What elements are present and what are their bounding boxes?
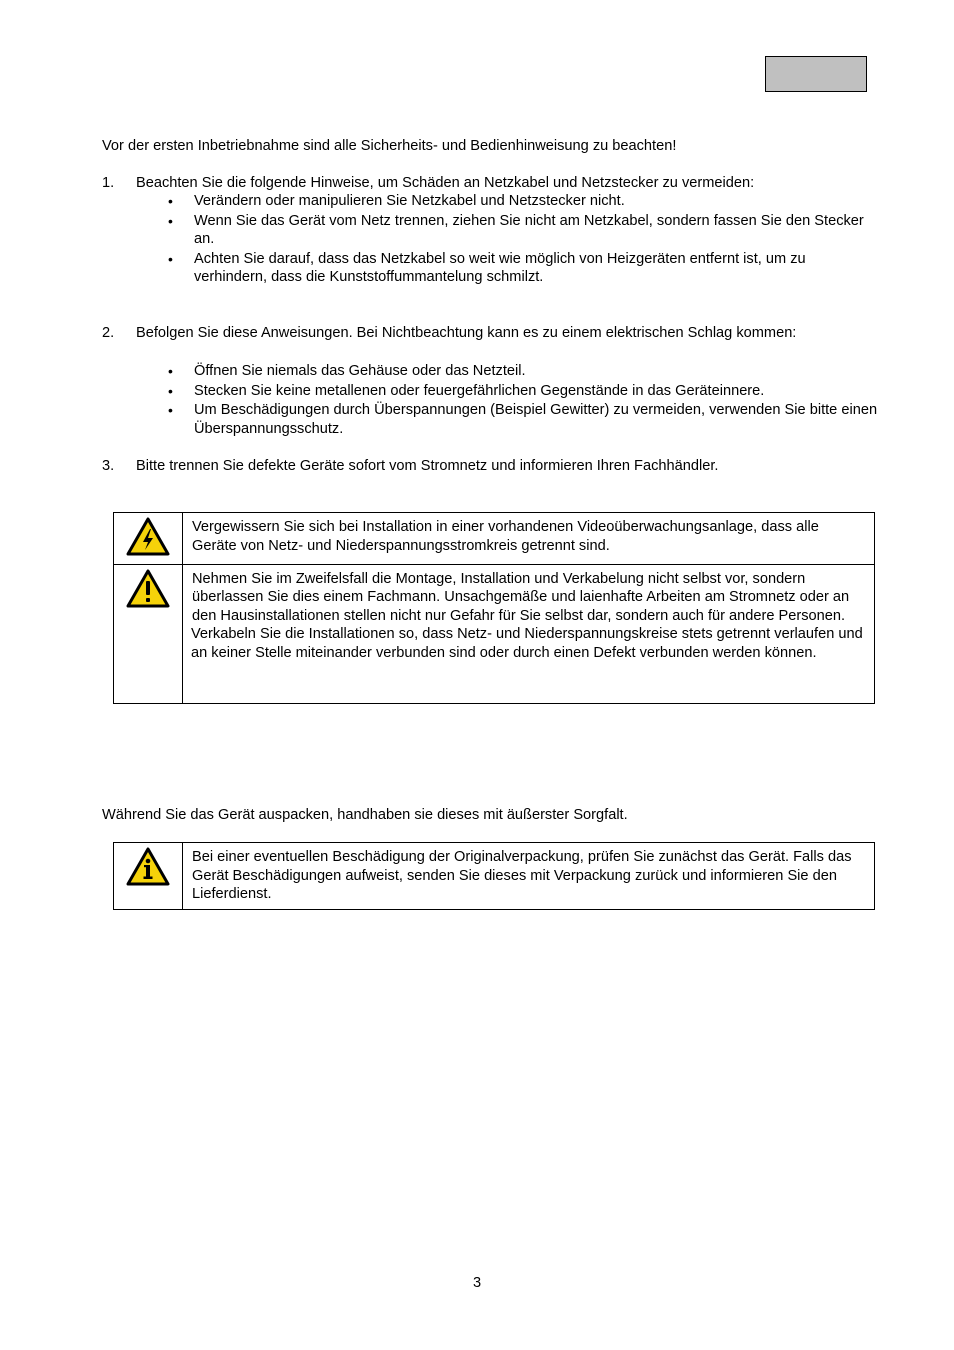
warning-icon-cell [114,564,183,703]
bullet-item: • Achten Sie darauf, dass das Netzkabel so weit wie möglich von Heizgeräten entfernt ist, um zu verhindern, dass die Kunststoffummantelung schmilzt. [168,250,878,287]
bullet-item: • Wenn Sie das Gerät vom Netz trennen, ziehen Sie nicht am Netzkabel, sondern fassen Sie den Stecker an. [168,212,878,249]
warning-row [114,513,875,565]
unpacking-text: Während Sie das Gerät auspacken, handhaben sie dieses mit äußerster Sorgfalt. [102,807,628,823]
bullet-item: • Verändern oder manipulieren Sie Netzkabel und Netzstecker nicht. [168,192,878,211]
info-row [114,843,875,910]
bullet-item: • Stecken Sie keine metallenen oder feuergefährlichen Gegenstände in das Geräteinnere. [168,382,878,401]
language-tag-box [765,56,867,92]
item-number: 2. [102,325,115,341]
intro-text: Vor der ersten Inbetriebnahme sind alle Sicherheits- und Bedienhinweisung zu beachten! [102,138,677,154]
electric-hazard-icon [126,517,170,557]
item-text: Bitte trennen Sie defekte Geräte sofort vom Stromnetz und informieren Ihren Fachhändler. [136,458,719,474]
warning-text-cell [183,513,875,565]
info-text: Bei einer eventuellen Beschädigung der Originalverpackung, prüfen Sie zunächst das Gerät. Falls das Gerät Beschädigungen aufweist, senden Sie dieses mit Verpackung zurück und informieren Sie den Lieferdienst. [192,849,852,902]
info-icon-cell [114,843,183,910]
warning-icon-cell [114,513,183,565]
item-text: Befolgen Sie diese Anweisungen. Bei Nichtbeachtung kann es zu einem elektrischen Schlag kommen: [136,325,797,341]
warning-text-cell [183,564,875,703]
warning-text: Nehmen Sie im Zweifelsfall die Montage, Installation und Verkabelung nicht selbst vor, sondern überlassen Sie dies einem Fachmann. Unsachgemäße und laienhafte Arbeiten am Stromnetz oder an den Hausinstallationen stellen nicht nur Gefahr für Sie selbst dar, sondern auch für andere Personen. [192,570,850,624]
item-number: 3. [102,458,115,474]
info-icon [126,847,170,887]
bullet-item: • Um Beschädigungen durch Überspannungen (Beispiel Gewitter) zu vermeiden, verwenden Sie bitte einen Überspannungsschutz. [168,401,878,438]
warning-row [114,564,875,703]
warning-exclamation-icon [126,569,170,609]
warning-text: Vergewissern Sie sich bei Installation in einer vorhandenen Videoüberwachungsanlage, dass alle Geräte von Netz- und Niederspannungsstromkreis getrennt sind. [192,519,819,554]
bullet-list [168,362,878,439]
page-number: 3 [472,1275,482,1291]
item-number: 1. [102,175,115,191]
bullet-item: • Öffnen Sie niemals das Gehäuse oder das Netzteil. [168,362,878,381]
warning-text: Verkabeln Sie die Installationen so, dass Netz- und Niederspannungskreise stets getrennt verlaufen und an keiner Stelle miteinander verbunden sind oder durch einen Defekt verbunden werden können. [191,626,863,661]
warning-table [113,512,875,704]
item-text: Beachten Sie die folgende Hinweise, um Schäden an Netzkabel und Netzstecker zu vermeiden: [136,175,755,191]
info-text-cell [183,843,875,910]
bullet-list [168,192,878,288]
info-table [113,842,875,910]
